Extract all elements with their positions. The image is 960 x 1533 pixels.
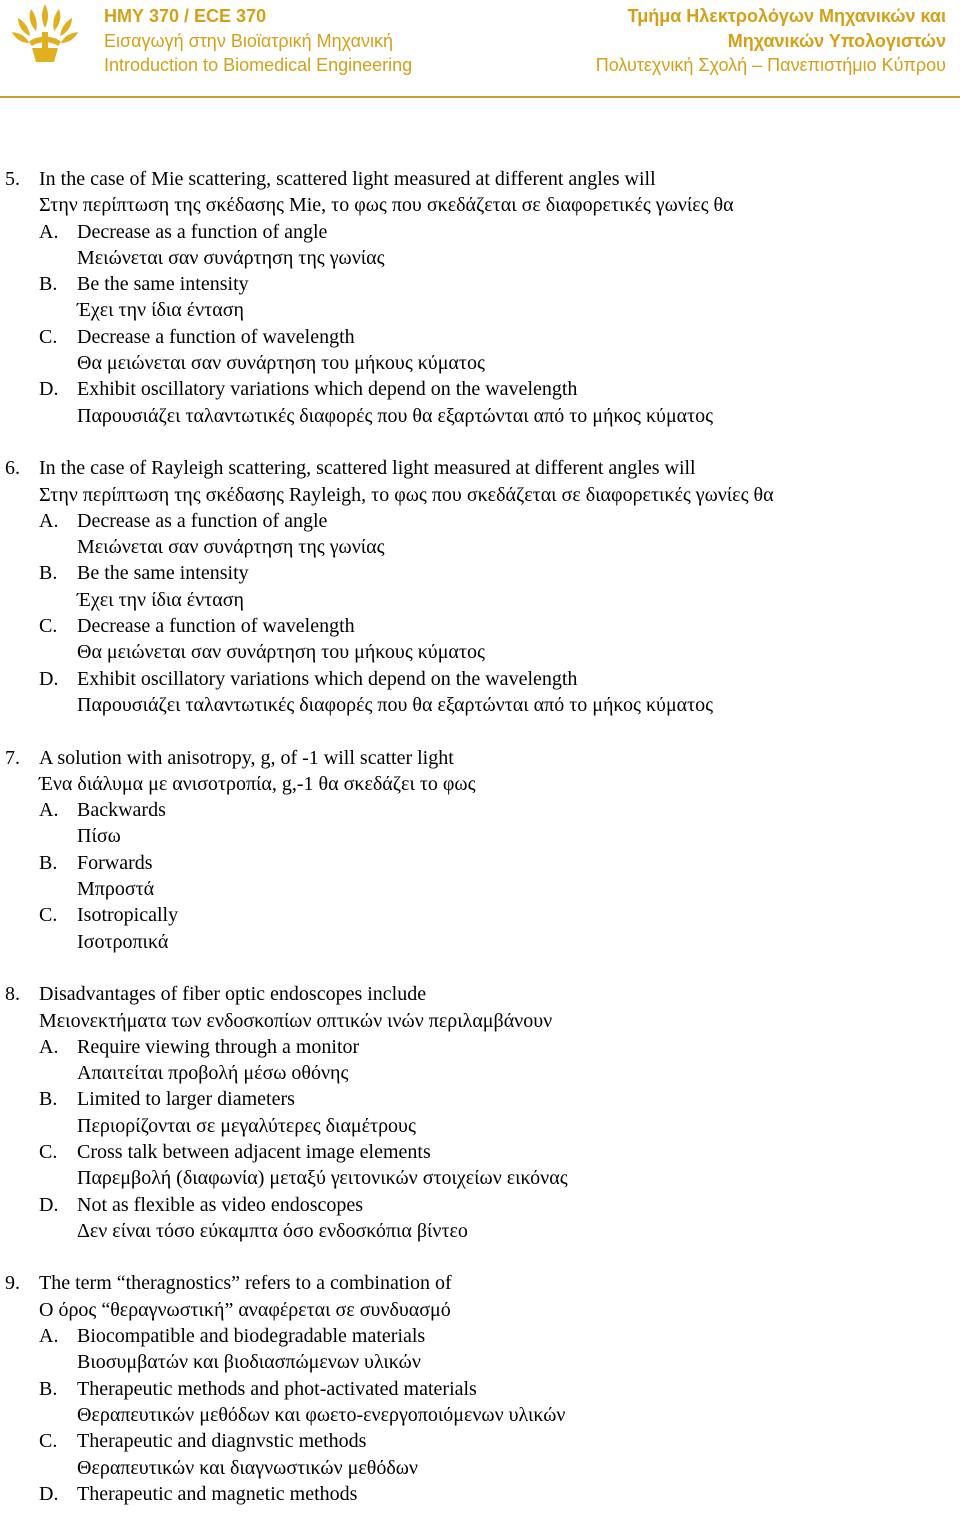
option-text-greek: Ισοτροπικά	[77, 930, 169, 953]
option-b	[0, 271, 960, 297]
option-letter: B.	[39, 562, 58, 585]
question-list	[0, 166, 960, 1533]
option-text-english: Decrease a function of wavelength	[77, 615, 355, 638]
option-letter: C.	[39, 325, 58, 348]
option-letter: B.	[39, 1088, 58, 1111]
question-number: 8.	[5, 983, 20, 1006]
option-letter: A.	[39, 220, 59, 243]
question-number: 5.	[5, 168, 20, 190]
question-number: 9.	[5, 1272, 20, 1295]
option-text-greek: Παρεμβολή (διαφωνία) μεταξύ γειτονικών στοιχείων εικόνας	[77, 1167, 568, 1190]
question-text-greek: Στην περίπτωση της σκέδασης Rayleigh, το φως που σκεδάζεται σε διαφορετικές γωνίες θα	[39, 483, 774, 506]
option-letter: C.	[39, 1140, 58, 1163]
question-text-english: In the case of Mie scattering, scattered light measured at different angles will	[39, 168, 656, 190]
question-8	[0, 981, 960, 1244]
option-text-greek: Παρουσιάζει ταλαντωτικές διαφορές που θα εξαρτώνται από το μήκος κύματος	[77, 404, 714, 427]
option-text-greek: Μπροστά	[77, 878, 155, 901]
question-text-english: A solution with anisotropy, g, of -1 will scatter light	[39, 746, 454, 769]
option-d	[0, 666, 960, 692]
question-text-greek: Μειονεκτήματα των ενδοσκοπίων οπτικών ινών περιλαμβάνουν	[39, 1009, 553, 1032]
option-letter: D.	[39, 1193, 59, 1216]
option-text-greek: Πίσω	[77, 825, 121, 848]
option-letter: B.	[39, 273, 58, 296]
option-text-english: Backwards	[77, 799, 166, 822]
option-c	[0, 324, 960, 350]
option-text-english: Decrease as a function of angle	[77, 509, 328, 532]
course-title-greek: Εισαγωγή στην Βιοϊατρική Μηχανική	[104, 30, 393, 51]
option-text-greek: Παρουσιάζει ταλαντωτικές διαφορές που θα εξαρτώνται από το μήκος κύματος	[77, 693, 714, 716]
question-text-english: In the case of Rayleigh scattering, scattered light measured at different angles will	[39, 457, 696, 480]
option-letter: A.	[39, 1325, 59, 1348]
option-letter: D.	[39, 667, 59, 690]
option-text-english: Decrease as a function of angle	[77, 220, 328, 243]
school-line: Πολυτεχνική Σχολή – Πανεπιστήμιο Κύπρου	[595, 55, 946, 75]
option-a	[0, 1034, 960, 1060]
option-text-english: Therapeutic and diagnvstic methods	[77, 1430, 367, 1453]
option-letter: A.	[39, 799, 59, 822]
option-text-english: Require viewing through a monitor	[77, 1035, 360, 1058]
option-letter: A.	[39, 509, 59, 532]
question-text-greek: Στην περίπτωση της σκέδασης Mie, το φως που σκεδάζεται σε διαφορετικές γωνίες θα	[39, 194, 734, 217]
option-a	[0, 219, 960, 245]
option-text-greek: Βιοσυμβατών και βιοδιασπώμενων υλικών	[77, 1351, 421, 1374]
option-b	[0, 850, 960, 876]
department-line-1: Τμήμα Ηλεκτρολόγων Μηχανικών και	[627, 6, 946, 26]
department-line-2: Μηχανικών Υπολογιστών	[727, 30, 946, 51]
option-b	[0, 1086, 960, 1112]
option-letter: C.	[39, 615, 58, 638]
question-7	[0, 745, 960, 955]
option-text-greek: Απαιτείται προβολή μέσω οθόνης	[77, 1062, 349, 1085]
option-text-greek: Δεν είναι τόσο εύκαμπτα όσο ενδοσκόπια βίντεο	[77, 1219, 468, 1242]
option-text-greek: Έχει την ίδια ένταση	[77, 588, 244, 611]
option-letter: A.	[39, 1035, 59, 1058]
option-text-english: Therapeutic and magnetic methods	[77, 1482, 358, 1505]
header-divider	[0, 96, 960, 98]
course-info	[104, 4, 412, 78]
option-text-greek: Θεραπευτικών μεθόδων και φωετο-ενεργοποιόμενων υλικών	[77, 1403, 566, 1426]
option-c	[0, 1139, 960, 1165]
option-letter: D.	[39, 1482, 59, 1505]
option-text-english: Therapeutic methods and phot-activated materials	[77, 1377, 477, 1400]
option-c	[0, 1428, 960, 1454]
option-text-greek: Περιορίζονται σε μεγαλύτερες διαμέτρους	[77, 1114, 416, 1137]
page-header	[0, 0, 960, 98]
option-text-english: Exhibit oscillatory variations which depend on the wavelength	[77, 378, 578, 401]
option-d	[0, 376, 960, 402]
option-d	[0, 1481, 960, 1507]
question-6	[0, 455, 960, 718]
option-a	[0, 797, 960, 823]
option-text-english: Decrease a function of wavelength	[77, 325, 355, 348]
department-info	[596, 4, 946, 78]
option-letter: C.	[39, 1430, 58, 1453]
question-5	[0, 166, 960, 429]
course-code: ΗΜΥ 370 / ECE 370	[104, 6, 267, 26]
question-9	[0, 1270, 960, 1507]
option-letter: D.	[39, 378, 59, 401]
option-text-english: Be the same intensity	[77, 273, 249, 296]
question-text-english: The term “theragnostics” refers to a combination of	[39, 1272, 452, 1295]
option-letter: B.	[39, 851, 58, 874]
option-text-english: Be the same intensity	[77, 562, 249, 585]
question-text-greek: Ένα διάλυμα με ανισοτροπία, g,-1 θα σκεδάζει το φως	[39, 772, 476, 795]
course-title-english: Introduction to Biomedical Engineering	[104, 55, 413, 75]
option-b	[0, 1376, 960, 1402]
option-text-english: Limited to larger diameters	[77, 1088, 295, 1111]
option-text-greek: Θεραπευτικών και διαγνωστικών μεθόδων	[77, 1456, 418, 1479]
question-text-english: Disadvantages of fiber optic endoscopes include	[39, 983, 427, 1006]
option-text-greek: Μειώνεται σαν συνάρτηση της γωνίας	[77, 536, 385, 559]
option-text-english: Not as flexible as video endoscopes	[77, 1193, 364, 1216]
option-b	[0, 560, 960, 586]
option-letter: C.	[39, 904, 58, 927]
option-letter: B.	[39, 1377, 58, 1400]
option-text-english: Biocompatible and biodegradable materials	[77, 1325, 426, 1348]
question-number: 7.	[5, 746, 20, 769]
option-text-english: Cross talk between adjacent image elements	[77, 1140, 431, 1163]
option-text-english: Forwards	[77, 851, 153, 874]
option-a	[0, 1323, 960, 1349]
option-text-english: Isotropically	[77, 904, 179, 927]
option-c	[0, 613, 960, 639]
option-a	[0, 508, 960, 534]
option-text-greek: Μειώνεται σαν συνάρτηση της γωνίας	[77, 246, 385, 269]
option-text-greek: Θα μειώνεται σαν συνάρτηση του μήκους κύματος	[77, 641, 485, 664]
option-text-greek: Θα μειώνεται σαν συνάρτηση του μήκους κύματος	[77, 352, 485, 375]
question-text-greek: Ο όρος “θεραγνωστική” αναφέρεται σε συνδυασμό	[39, 1298, 451, 1321]
question-number: 6.	[5, 457, 20, 480]
university-logo-icon	[8, 2, 82, 66]
option-text-greek: Έχει την ίδια ένταση	[77, 299, 244, 322]
option-c	[0, 902, 960, 928]
option-text-english: Exhibit oscillatory variations which depend on the wavelength	[77, 667, 578, 690]
option-d	[0, 1192, 960, 1218]
